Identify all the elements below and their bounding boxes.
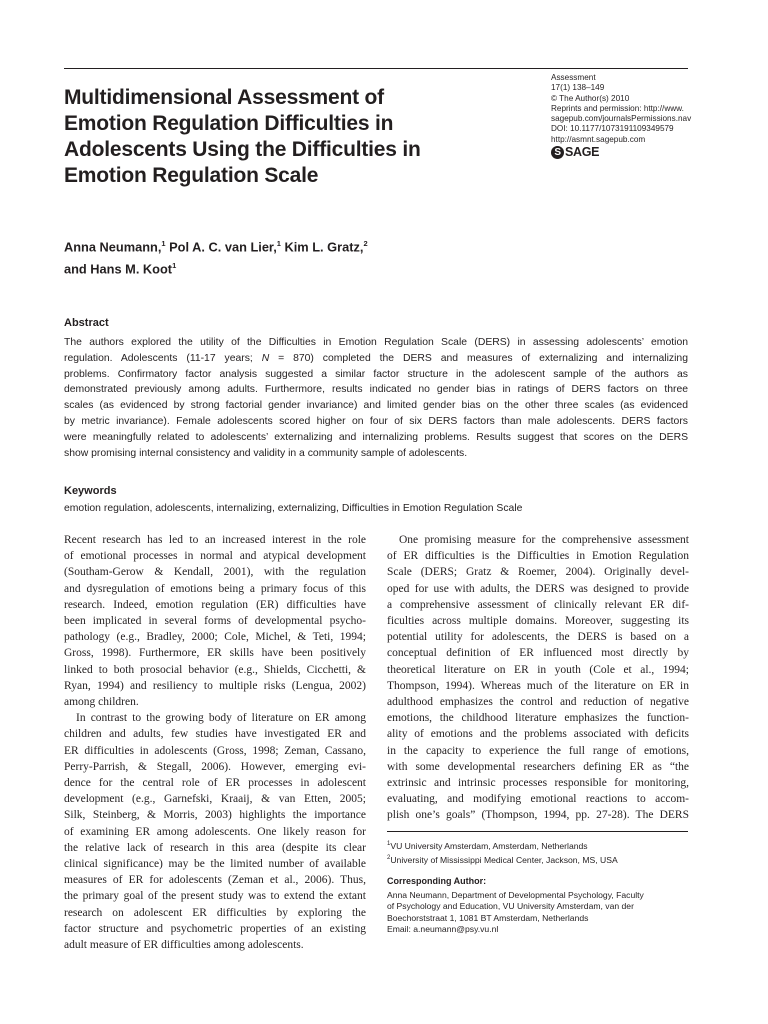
affiliation-marker: 2 (363, 239, 368, 248)
corresponding-line: Anna Neumann, Department of Developmental Psychology, Faculty (387, 890, 644, 900)
corresponding-author-heading: Corresponding Author: (387, 876, 487, 886)
body-line: clinical significance) may be the limited number of available (64, 858, 366, 871)
body-line: of emotional processes in normal and atypical development (64, 550, 366, 563)
title-line: Emotion Regulation Difficulties in (64, 112, 394, 135)
sage-logo-text: SAGE (565, 145, 600, 160)
body-line: and dysregulation of emotions being a primary focus of this (64, 582, 366, 595)
journal-url[interactable]: http://asmnt.sagepub.com (551, 134, 646, 144)
body-line: oped for use with adults, the DERS was designed to provide (387, 582, 689, 595)
body-line: conceptual definition of ER influenced most directly by (387, 647, 689, 660)
body-line: research on adolescent ER difficulties by exploring the (64, 906, 366, 919)
abstract-line: show promising internal consistency and validity in a community sample of adolescents. (64, 447, 468, 459)
body-line: with some developmental researchers defining ER as “the (387, 760, 689, 773)
abstract-line: The authors explored the utility of the Difficulties in Emotion Regulation Scale (DERS) in assessing adolescents’ emotion (64, 337, 688, 348)
author-line (64, 234, 484, 256)
sage-s-icon: S (551, 146, 564, 159)
body-line: research. Indeed, emotion regulation (ER) difficulties have (64, 598, 366, 611)
body-line: emotions, the childhood literature emphasizes the function- (387, 712, 689, 725)
body-line: extrinsic and intrinsic processes responsible for monitoring, (387, 777, 689, 790)
journal-name: Assessment (551, 73, 596, 82)
author-name: Kim L. Gratz, (280, 239, 364, 255)
title-line: Emotion Regulation Scale (64, 164, 319, 187)
doi[interactable]: DOI: 10.1177/1073191109349579 (551, 124, 674, 134)
abstract-line: by metric invariance). Female adolescents scored higher on four of six DERS factors than male adolescents. DERS factors (64, 415, 688, 427)
abstract-line: were meaningfully related to adolescents’ externalizing and internalizing problems. Results suggest that scores on the DERS (64, 431, 688, 443)
body-line: children and adults, few studies have investigated ER and (64, 728, 366, 741)
body-line: factor structure and psychometric properties of an existing (64, 922, 366, 935)
corresponding-email[interactable]: Email: a.neumann@psy.vu.nl (387, 923, 499, 934)
body-line: Thompson, 1994). Whereas much of the literature on ER in (387, 679, 689, 692)
body-line: linked to both prosocial behavior (e.g., Shields, Cicchetti, & (64, 663, 366, 676)
body-line: Perry-Parrish, & Stegall, 2006). However, emerging evi- (64, 760, 366, 773)
body-line: One promising measure for the comprehensive assessment (399, 534, 689, 546)
affiliation-marker: 2 (387, 854, 391, 861)
corresponding-line: Boechorststraat 1, 1081 BT Amsterdam, Netherlands (387, 912, 589, 923)
abstract-heading: Abstract (64, 317, 109, 329)
header-rule (64, 68, 688, 69)
body-line: pathology (e.g., Bradley, 2000; Cole, Michel, & Teti, 1994; (64, 631, 366, 644)
affiliation-marker: 1 (161, 239, 166, 248)
affiliation-marker: 1 (276, 239, 281, 248)
body-line: the primary goal of the present study was to extend the extant (64, 890, 366, 903)
body-line: ality of emotions and the problems associated with deficits (387, 728, 689, 741)
body-column-left (64, 532, 366, 953)
title-line: Multidimensional Assessment of (64, 86, 384, 109)
body-line: in the capacity to experience the full range of emotions, (387, 744, 689, 757)
body-line: evaluating, and modifying emotional reactions to accom- (387, 793, 689, 806)
corresponding-line: of Psychology and Education, VU University Amsterdam, van der (387, 901, 634, 912)
body-line: adulthood emphasizes the control and reduction of negative (387, 696, 689, 709)
body-line: measures of ER for adolescents (Zeman et al., 2006). Thus, (64, 874, 366, 887)
body-line: Gross, 1998). Furthermore, ER skills have been positively (64, 647, 366, 660)
affiliation-text: University of Mississippi Medical Center, Jackson, MS, USA (390, 854, 618, 865)
body-column-right (387, 532, 689, 824)
affiliation-marker: 1 (172, 261, 177, 271)
body-line: among children. (64, 696, 139, 709)
journal-volume: 17(1) 138–149 (551, 83, 605, 93)
body-line: been implicated in several forms of developmental psycho- (64, 615, 366, 628)
permissions-url[interactable]: sagepub.com/journalsPermissions.nav (551, 114, 692, 124)
abstract-line: demonstrated previously among adults. Furthermore, results indicated no gender bias in ratings of DERS factors on three (64, 384, 688, 396)
affiliation-marker: 1 (387, 841, 391, 847)
body-line: development (e.g., Garnefski, Kraaij, & van Etten, 2005; (64, 793, 366, 806)
body-line: potential utility for adolescents, the DERS is based on a (387, 631, 689, 644)
keywords-heading: Keywords (64, 485, 117, 497)
body-line: Scale (DERS; Gratz & Roemer, 2004). Originally devel- (387, 566, 689, 579)
body-line: plish one’s goals” (Thompson, 1994, pp. 27-28). The DERS (387, 809, 689, 822)
author-name: Pol A. C. van Lier, (165, 239, 277, 255)
body-line: Silk, Steinberg, & Morris, 2003) highlights the importance (64, 809, 366, 822)
corresponding-author (387, 890, 688, 935)
body-line: ER difficulties in adolescents (Gross, 1998; Zeman, Cassano, (64, 744, 366, 757)
body-line: adult measure of ER difficulties among adolescents. (64, 939, 304, 952)
author-name: and Hans M. Koot (64, 261, 173, 277)
abstract-line: regulation. Adolescents (11-17 years; N = 870) completed the DERS and measures of externalizing and internalizing (64, 352, 688, 364)
footnote-rule (387, 831, 688, 832)
body-line: ficulties across multiple domains. Moreover, suggesting its (387, 615, 689, 628)
body-line: a comprehensive assessment of clinically relevant ER dif- (387, 598, 689, 611)
author-name: Anna Neumann, (64, 239, 162, 255)
body-line: In contrast to the growing body of literature on ER among (76, 712, 366, 725)
journal-meta (551, 73, 731, 159)
affiliation (387, 838, 688, 852)
author-line (64, 256, 484, 278)
body-line: (Southam-Gerow & Kendall, 2001), with the regulation (64, 566, 366, 579)
body-line: of ER difficulties is the Difficulties in Emotion Regulation (387, 550, 689, 563)
body-line: Ryan, 1994) and resiliency to multiple risks (Lengua, 2002) (64, 679, 366, 692)
affiliations (387, 838, 688, 866)
copyright: © The Author(s) 2010 (551, 93, 630, 103)
sage-logo (551, 146, 731, 159)
permissions-line[interactable]: Reprints and permission: http://www. (551, 103, 684, 113)
abstract-text (64, 335, 688, 461)
affiliation (387, 852, 688, 866)
body-line: the relative lack of research in this area (despite its clear (64, 841, 366, 854)
body-line: of examining ER among adolescents. One likely reason for (64, 825, 366, 838)
body-line: Recent research has led to an increased interest in the role (64, 534, 366, 546)
abstract-line: scales (as evidenced by strong factorial gender invariance) and limited gender bias on the other three scales (as evidenced (64, 400, 688, 412)
article-title (64, 85, 484, 189)
body-line: dence for the central role of ER processes in adolescent (64, 777, 366, 790)
body-line: theoretical literature on ER in youth (Cole et al., 1994; (387, 663, 689, 676)
keywords-text: emotion regulation, adolescents, internalizing, externalizing, Difficulties in Emotion Regulation Scale (64, 503, 523, 514)
author-list (64, 234, 484, 279)
affiliation-text: VU University Amsterdam, Amsterdam, Netherlands (390, 840, 588, 851)
abstract-line: problems. Confirmatory factor analysis suggested a similar factor structure in the adolescent sample of the authors as (64, 368, 688, 380)
title-line: Adolescents Using the Difficulties in (64, 138, 421, 161)
